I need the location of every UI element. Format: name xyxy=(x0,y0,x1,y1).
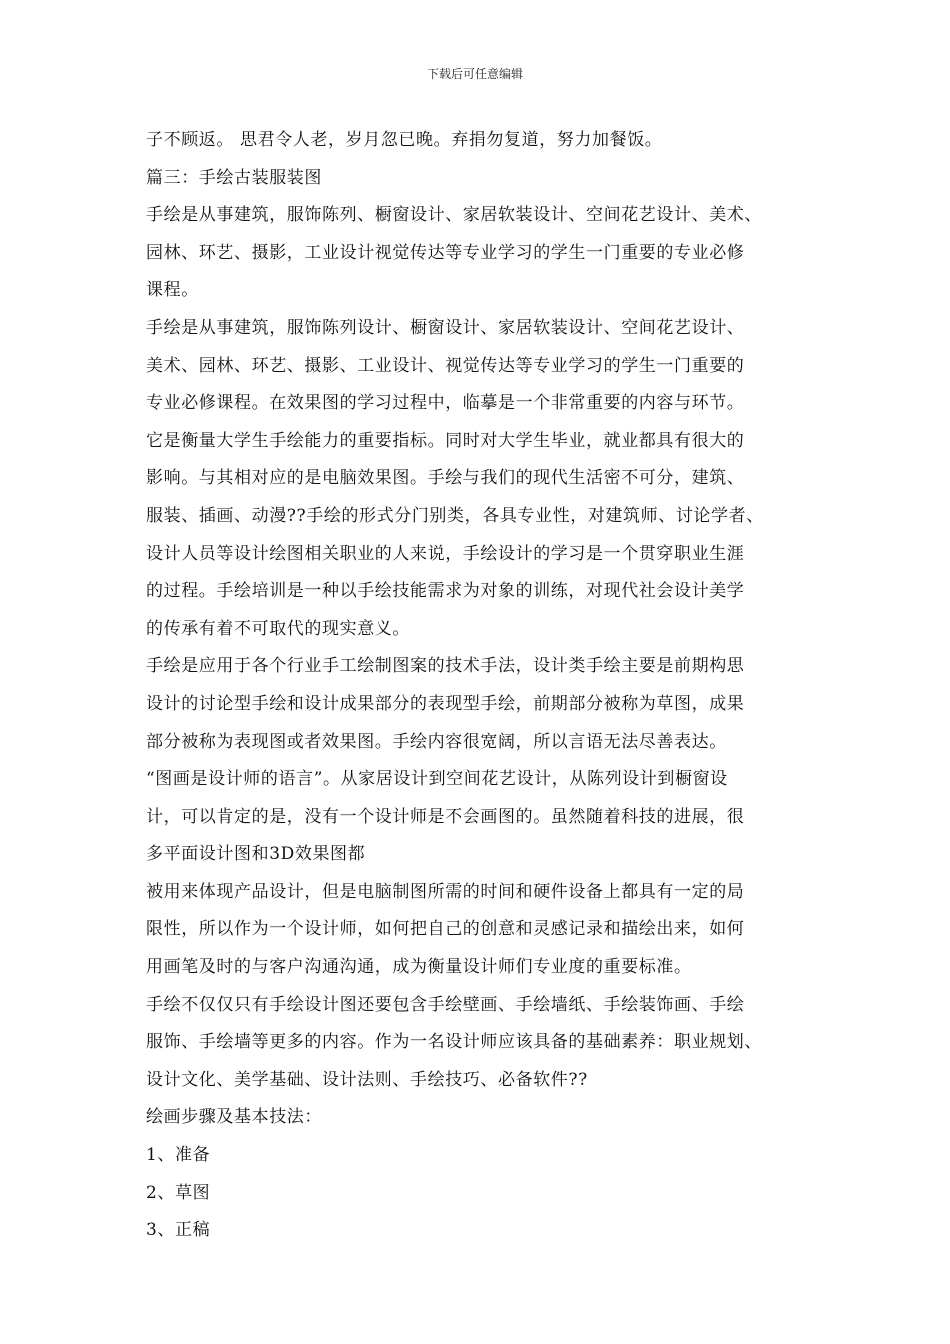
text-line: 它是衡量大学生手绘能力的重要指标。同时对大学生毕业，就业都具有很大的 xyxy=(146,430,745,451)
text-line: 手绘是应用于各个行业手工绘制图案的技术手法，设计类手绘主要是前期构思 xyxy=(146,656,745,677)
text-line: 的传承有着不可取代的现实意义。 xyxy=(146,618,410,639)
text-line: 园林、环艺、摄影，工业设计视觉传达等专业学习的学生一门重要的专业必修 xyxy=(146,242,745,263)
text-line: “图画是设计师的语言”。从家居设计到空间花艺设计，从陈列设计到橱窗设 xyxy=(146,769,728,790)
text-line: 手绘是从事建筑，服饰陈列设计、橱窗设计、家居软装设计、空间花艺设计、 xyxy=(146,317,745,338)
text-line: 手绘是从事建筑，服饰陈列、橱窗设计、家居软装设计、空间花艺设计、美术、 xyxy=(146,205,762,226)
text-line: 服饰、手绘墙等更多的内容。作为一名设计师应该具备的基础素养：职业规划、 xyxy=(146,1032,762,1053)
text-line: 子不顾返。 思君令人老，岁月忽已晚。弃捐勿复道，努力加餐饭。 xyxy=(146,130,663,150)
text-line: 部分被称为表现图或者效果图。手绘内容很宽阔，所以言语无法尽善表达。 xyxy=(146,731,727,752)
text-line: 设计人员等设计绘图相关职业的人来说，手绘设计的学习是一个贯穿职业生涯 xyxy=(146,543,745,564)
text-line: 被用来体现产品设计，但是电脑制图所需的时间和硬件设备上都具有一定的局 xyxy=(146,881,745,902)
document-body xyxy=(146,122,836,1250)
text-line: 服装、插画、动漫??手绘的形式分门别类，各具专业性，对建筑师、讨论学者、 xyxy=(146,505,764,526)
list-item: 1、准备 xyxy=(146,1145,211,1166)
section-heading: 篇三：手绘古装服装图 xyxy=(146,167,322,188)
page-header: 下载后可任意编辑 xyxy=(426,67,523,81)
text-line: 绘画步骤及基本技法： xyxy=(146,1107,322,1128)
text-line: 计，可以肯定的是，没有一个设计师是不会画图的。虽然随着科技的进展，很 xyxy=(146,806,745,827)
text-line: 课程。 xyxy=(146,280,199,301)
text-line: 限性，所以作为一个设计师，如何把自己的创意和灵感记录和描绘出来，如何 xyxy=(146,919,745,940)
text-line: 设计文化、美学基础、设计法则、手绘技巧、必备软件?? xyxy=(146,1069,588,1090)
text-line: 多平面设计图和3D效果图都 xyxy=(146,844,366,865)
text-line: 的过程。手绘培训是一种以手绘技能需求为对象的训练，对现代社会设计美学 xyxy=(146,581,745,602)
text-line: 设计的讨论型手绘和设计成果部分的表现型手绘，前期部分被称为草图，成果 xyxy=(146,693,745,714)
text-line: 用画笔及时的与客户沟通沟通，成为衡量设计师们专业度的重要标准。 xyxy=(146,957,692,978)
text-line: 手绘不仅仅只有手绘设计图还要包含手绘壁画、手绘墙纸、手绘装饰画、手绘 xyxy=(146,994,745,1015)
list-item: 3、正稿 xyxy=(146,1220,211,1241)
text-line: 影响。与其相对应的是电脑效果图。手绘与我们的现代生活密不可分，建筑、 xyxy=(146,468,745,489)
text-line: 美术、园林、环艺、摄影、工业设计、视觉传达等专业学习的学生一门重要的 xyxy=(146,355,745,376)
list-item: 2、草图 xyxy=(146,1182,211,1203)
text-line: 专业必修课程。在效果图的学习过程中，临摹是一个非常重要的内容与环节。 xyxy=(146,393,745,414)
